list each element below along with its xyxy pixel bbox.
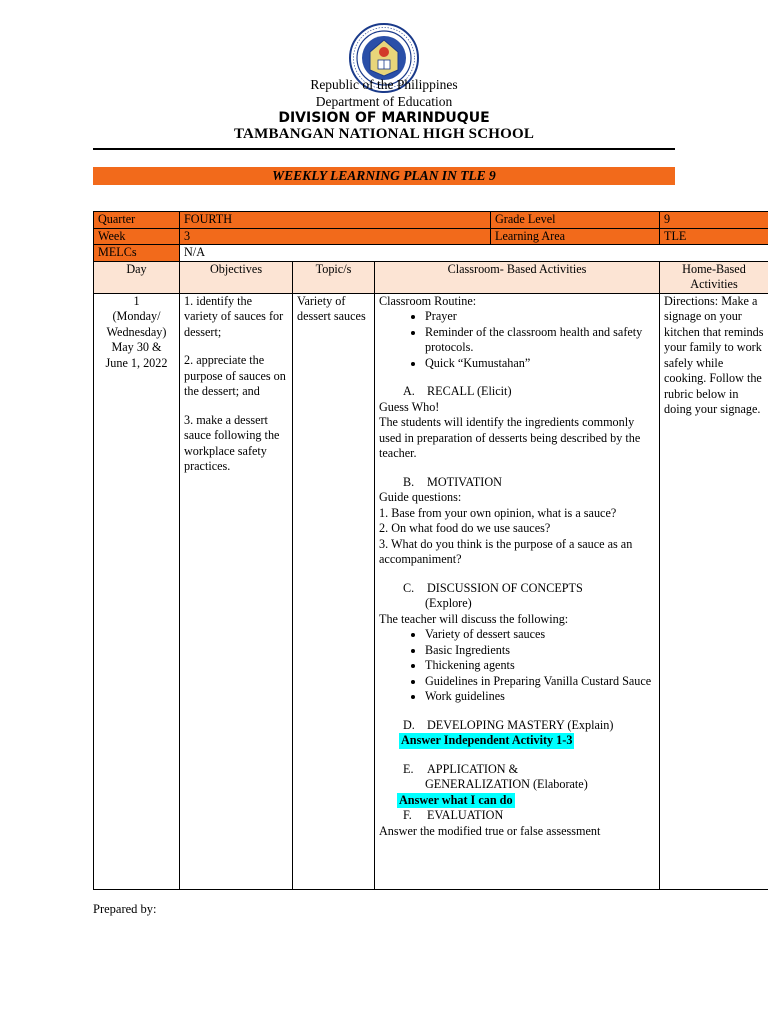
quarter-row bbox=[94, 212, 768, 229]
grade-value: 9 bbox=[660, 212, 768, 229]
header-divider bbox=[93, 148, 675, 150]
discussion-item: • Variety of dessert sauces bbox=[425, 627, 655, 643]
motivation-heading: B. MOTIVATION bbox=[403, 474, 502, 489]
learning-plan-table bbox=[93, 211, 768, 890]
routine-list bbox=[379, 309, 655, 371]
col-day: Day bbox=[94, 261, 180, 293]
column-header-row bbox=[94, 261, 768, 293]
prepared-by: Prepared by: bbox=[93, 902, 157, 916]
header-republic: Republic of the Philippines bbox=[310, 77, 458, 92]
application-sub: GENERALIZATION (Elaborate) bbox=[425, 777, 588, 791]
header-department: Department of Education bbox=[315, 94, 453, 109]
objective-2: 2. appreciate the purpose of sauces on the dessert; and bbox=[184, 353, 286, 398]
recall-heading: A. RECALL (Elicit) bbox=[403, 384, 512, 398]
guide-q3: 3. What do you think is the purpose of a sauce as an accompaniment? bbox=[379, 536, 633, 566]
plan-row-day1 bbox=[94, 293, 768, 889]
topic-cell: Variety of dessert sauces bbox=[293, 293, 375, 889]
guide-title: Guide questions: bbox=[379, 490, 462, 504]
col-objectives: Objectives bbox=[180, 261, 293, 293]
application-heading: E. APPLICATION & bbox=[403, 761, 519, 776]
discussion-item: • Thickening agents bbox=[425, 658, 655, 674]
header-school: TAMBANGAN NATIONAL HIGH SCHOOL bbox=[233, 126, 535, 142]
objectives-cell bbox=[180, 293, 293, 889]
routine-item: • Quick “Kumustahan” bbox=[425, 356, 655, 372]
grade-label: Grade Level bbox=[490, 212, 556, 228]
home-cell: Directions: Make a signage on your kitchen that reminds your family to work safely while cooking. Follow the rubric below in doing your signage. bbox=[660, 293, 768, 889]
week-row bbox=[94, 228, 768, 245]
col-home: Home-Based Activities bbox=[660, 261, 768, 293]
objective-3: 3. make a dessert sauce following the workplace safety practices. bbox=[184, 412, 280, 473]
week-value: 3 Learning Area bbox=[180, 228, 660, 245]
application-highlight: Answer what I can do bbox=[399, 792, 513, 807]
discussion-item: • Basic Ingredients bbox=[425, 643, 655, 659]
quarter-value: FOURTH Grade Level bbox=[180, 212, 660, 229]
recall-text: The students will identify the ingredients commonly used in preparation of desserts being described by the teacher. bbox=[379, 415, 641, 460]
discussion-sub: (Explore) bbox=[425, 596, 472, 610]
discussion-item: • Work guidelines bbox=[425, 689, 655, 705]
melcs-value: N/A bbox=[180, 245, 768, 262]
plan-title: WEEKLY LEARNING PLAN IN TLE 9 bbox=[93, 167, 675, 185]
evaluation-heading: F. EVALUATION bbox=[403, 808, 504, 822]
routine-title: Classroom Routine: bbox=[379, 293, 477, 308]
area-value: TLE bbox=[660, 228, 768, 245]
discussion-heading: C. DISCUSSION OF CONCEPTS bbox=[403, 580, 583, 595]
melcs-row bbox=[94, 245, 768, 262]
mastery-heading: D. DEVELOPING MASTERY (Explain) bbox=[403, 717, 614, 732]
week-label: Week bbox=[94, 228, 180, 245]
classroom-cell bbox=[375, 293, 660, 889]
guide-q2: 2. On what food do we use sauces? bbox=[379, 521, 551, 535]
area-label: Learning Area bbox=[490, 229, 565, 245]
discussion-list bbox=[379, 627, 655, 705]
routine-item: • Prayer bbox=[425, 309, 655, 325]
mastery-highlight: Answer Independent Activity 1-3 bbox=[401, 733, 573, 747]
discussion-intro: The teacher will discuss the following: bbox=[379, 611, 569, 626]
header-division: DIVISION OF MARINDUQUE bbox=[278, 110, 490, 126]
melcs-label: MELCs bbox=[94, 245, 180, 262]
quarter-label: Quarter bbox=[94, 212, 180, 229]
day-cell: 1 (Monday/ Wednesday) May 30 & June 1, 2022 bbox=[94, 293, 180, 889]
guide-q1: 1. Base from your own opinion, what is a sauce? bbox=[379, 505, 617, 520]
recall-sub: Guess Who! bbox=[379, 399, 440, 414]
col-classroom: Classroom- Based Activities bbox=[375, 261, 660, 293]
discussion-item: • Guidelines in Preparing Vanilla Custard Sauce bbox=[425, 674, 655, 690]
evaluation-text: Answer the modified true or false assessment bbox=[379, 823, 601, 838]
col-topics: Topic/s bbox=[293, 261, 375, 293]
objective-1: 1. identify the variety of sauces for dessert; bbox=[184, 293, 284, 339]
routine-item: • Reminder of the classroom health and safety protocols. bbox=[425, 325, 655, 356]
